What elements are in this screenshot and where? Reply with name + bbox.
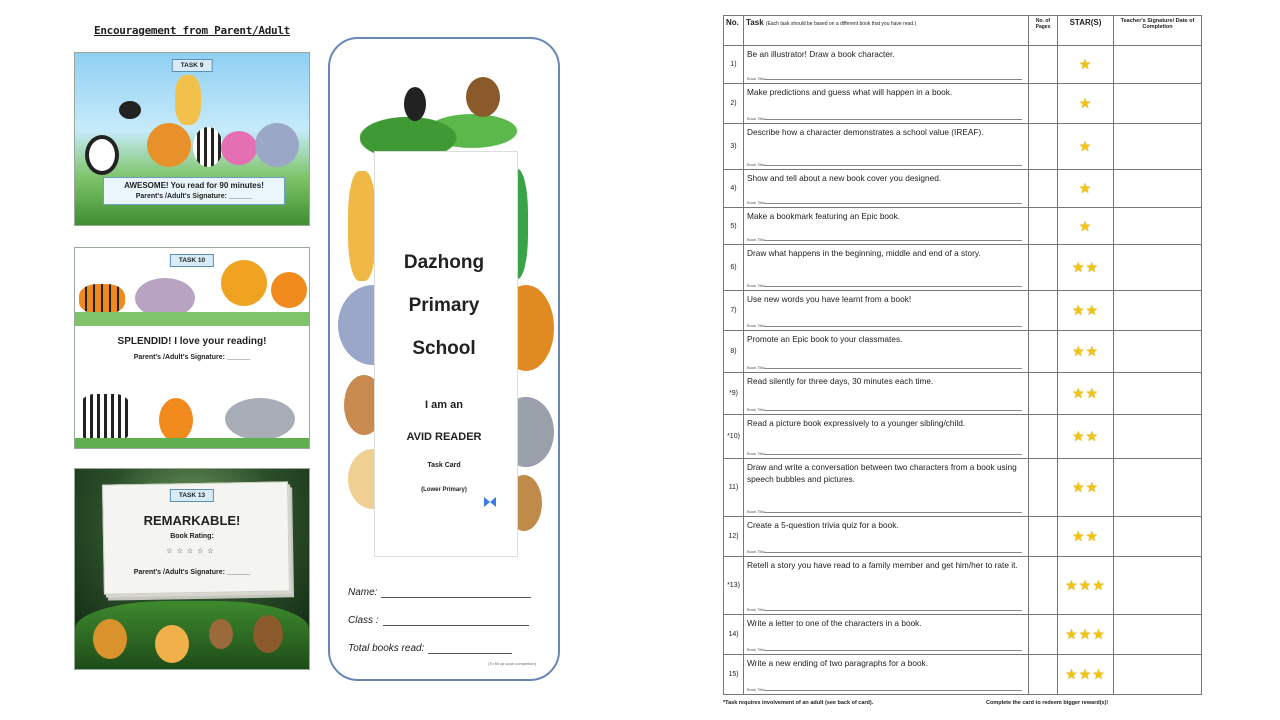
header-pages: No. of Pages bbox=[1029, 16, 1058, 46]
task-description: Draw and write a conversation between two characters from a book using speech bubbles and pictures. bbox=[747, 462, 1017, 484]
task-13-title: REMARKABLE! bbox=[143, 513, 241, 528]
book-title-label: Book Title: bbox=[747, 647, 766, 652]
table-row bbox=[724, 291, 1202, 331]
toucan-illustration bbox=[119, 101, 141, 119]
task-description: Describe how a character demonstrates a school value (IREAF). bbox=[747, 127, 984, 137]
star-icon: ★★ bbox=[1058, 245, 1114, 291]
teacher-signature-cell[interactable] bbox=[1114, 415, 1202, 459]
header-task bbox=[744, 16, 1029, 46]
teacher-signature-cell[interactable] bbox=[1114, 655, 1202, 695]
task-cell bbox=[744, 245, 1029, 291]
task-description: Be an illustrator! Draw a book character. bbox=[747, 49, 895, 59]
book-title-line[interactable] bbox=[764, 119, 1022, 120]
teacher-signature-cell[interactable] bbox=[1114, 46, 1202, 84]
star-icon: ★★ bbox=[1058, 331, 1114, 373]
book-title-label: Book Title: bbox=[747, 283, 766, 288]
task-description: Show and tell about a new book cover you designed. bbox=[747, 173, 942, 183]
task-cell bbox=[744, 415, 1029, 459]
footnote-adult: *Task requires involvement of an adult (see back of card). bbox=[723, 700, 874, 706]
table-row bbox=[724, 415, 1202, 459]
total-books-line bbox=[428, 653, 512, 654]
book-title-line[interactable] bbox=[764, 286, 1022, 287]
book-title-label: Book Title: bbox=[747, 607, 766, 612]
task-10-signature-line: Parent's /Adult's Signature: ______ bbox=[133, 354, 251, 361]
star-icon: ★ bbox=[1058, 124, 1114, 170]
book-title-line[interactable] bbox=[764, 203, 1022, 204]
pages-cell[interactable] bbox=[1029, 459, 1058, 517]
pages-cell[interactable] bbox=[1029, 415, 1058, 459]
school-name-line-2: Primary bbox=[408, 295, 480, 316]
school-name-line-1: Dazhong bbox=[403, 252, 485, 273]
task-cell bbox=[744, 291, 1029, 331]
task-description: Make a bookmark featuring an Epic book. bbox=[747, 211, 901, 221]
task-number: 6) bbox=[724, 245, 744, 291]
book-title-line[interactable] bbox=[764, 165, 1022, 166]
total-books-field[interactable] bbox=[348, 643, 512, 654]
pages-cell[interactable] bbox=[1029, 170, 1058, 208]
elephant-illustration-2 bbox=[225, 398, 295, 440]
task-9-message: AWESOME! You read for 90 minutes! bbox=[124, 181, 264, 190]
reading-monkey-illustration bbox=[253, 615, 283, 653]
star-icon: ★ bbox=[1058, 84, 1114, 124]
book-title-line[interactable] bbox=[764, 512, 1022, 513]
task-cell bbox=[744, 124, 1029, 170]
pages-cell[interactable] bbox=[1029, 373, 1058, 415]
table-row bbox=[724, 557, 1202, 615]
teacher-signature-cell[interactable] bbox=[1114, 291, 1202, 331]
table-row bbox=[724, 331, 1202, 373]
level-label: (Lower Primary) bbox=[421, 487, 467, 493]
task-9-tag: TASK 9 bbox=[172, 59, 213, 72]
table-row bbox=[724, 124, 1202, 170]
task-number: *9) bbox=[724, 373, 744, 415]
task-13-signature-line: Parent's /Adult's Signature: ______ bbox=[133, 569, 251, 576]
task-10-message: SPLENDID! I love your reading! bbox=[117, 336, 267, 347]
grass-strip bbox=[75, 312, 309, 326]
task-10-tag: TASK 10 bbox=[170, 254, 214, 267]
task-cell bbox=[744, 373, 1029, 415]
teacher-signature-cell[interactable] bbox=[1114, 373, 1202, 415]
task-number: 7) bbox=[724, 291, 744, 331]
name-line bbox=[381, 597, 531, 598]
reading-owl-illustration bbox=[209, 619, 233, 649]
table-row bbox=[724, 170, 1202, 208]
reading-lion-illustration bbox=[93, 619, 127, 659]
task-number: *10) bbox=[724, 415, 744, 459]
book-title-line[interactable] bbox=[764, 410, 1022, 411]
name-field[interactable] bbox=[348, 587, 531, 598]
task-table-body bbox=[724, 46, 1202, 695]
task-number: 1) bbox=[724, 46, 744, 84]
teacher-signature-cell[interactable] bbox=[1114, 557, 1202, 615]
task-number: *13) bbox=[724, 557, 744, 615]
teacher-signature-cell[interactable] bbox=[1114, 517, 1202, 557]
teacher-signature-cell[interactable] bbox=[1114, 459, 1202, 517]
table-row bbox=[724, 615, 1202, 655]
teacher-signature-cell[interactable] bbox=[1114, 84, 1202, 124]
giraffe-illustration bbox=[175, 75, 201, 125]
footnote-reward: Complete the card to redeem bigger reward(s)! bbox=[986, 700, 1109, 706]
task-cell bbox=[744, 208, 1029, 245]
task-10-card bbox=[74, 247, 310, 449]
book-title-label: Book Title: bbox=[747, 365, 766, 370]
grass-strip-bottom bbox=[75, 438, 309, 449]
pages-cell[interactable] bbox=[1029, 517, 1058, 557]
book-title-label: Book Title: bbox=[747, 451, 766, 456]
pages-cell[interactable] bbox=[1029, 124, 1058, 170]
book-title-label: Book Title: bbox=[747, 76, 766, 81]
book-title-line[interactable] bbox=[764, 650, 1022, 651]
lion-illustration bbox=[147, 123, 191, 167]
task-cell bbox=[744, 46, 1029, 84]
book-title-label: Book Title: bbox=[747, 237, 766, 242]
task-description: Retell a story you have read to a family member and get him/her to rate it. bbox=[747, 560, 1018, 570]
star-icon: ★ bbox=[1058, 46, 1114, 84]
pages-cell[interactable] bbox=[1029, 46, 1058, 84]
elephant-illustration bbox=[255, 123, 299, 167]
task-number: 5) bbox=[724, 208, 744, 245]
header-task-note: (Each task should be based on a different book that you have read.) bbox=[765, 21, 917, 27]
book-title-line[interactable] bbox=[764, 368, 1022, 369]
book-title-line[interactable] bbox=[764, 240, 1022, 241]
name-label: Name: bbox=[348, 587, 378, 598]
total-books-label: Total books read: bbox=[348, 643, 425, 654]
task-cell bbox=[744, 557, 1029, 615]
task-cell bbox=[744, 655, 1029, 695]
teacher-signature-cell[interactable] bbox=[1114, 170, 1202, 208]
class-field[interactable] bbox=[348, 615, 529, 626]
task-number: 3) bbox=[724, 124, 744, 170]
task-9-card bbox=[74, 52, 310, 226]
tiger-cub-illustration bbox=[159, 398, 193, 442]
task-description: Write a letter to one of the characters in a book. bbox=[747, 618, 922, 628]
table-header-row bbox=[724, 16, 1202, 46]
teacher-signature-cell[interactable] bbox=[1114, 331, 1202, 373]
book-title-label: Book Title: bbox=[747, 687, 766, 692]
task-cell bbox=[744, 84, 1029, 124]
toucan-icon bbox=[404, 87, 426, 121]
school-name bbox=[330, 241, 558, 370]
task-number: 15) bbox=[724, 655, 744, 695]
task-description: Make predictions and guess what will happen in a book. bbox=[747, 87, 953, 97]
book-title-line[interactable] bbox=[764, 326, 1022, 327]
book-title-line[interactable] bbox=[764, 454, 1022, 455]
task-description: Use new words you have learnt from a book! bbox=[747, 294, 912, 304]
task-number: 12) bbox=[724, 517, 744, 557]
star-icon: ★★★ bbox=[1058, 557, 1114, 615]
class-line bbox=[383, 625, 529, 626]
star-icon: ★ bbox=[1058, 208, 1114, 245]
book-title-label: Book Title: bbox=[747, 323, 766, 328]
task-description: Read silently for three days, 30 minutes each time. bbox=[747, 376, 934, 386]
task-9-signature-line: Parent's /Adult's Signature: ______ bbox=[135, 193, 253, 200]
star-icon: ★ bbox=[1058, 170, 1114, 208]
task-cell bbox=[744, 615, 1029, 655]
task-cell bbox=[744, 331, 1029, 373]
pages-cell[interactable] bbox=[1029, 655, 1058, 695]
book-title-label: Book Title: bbox=[747, 200, 766, 205]
book-title-line[interactable] bbox=[764, 79, 1022, 80]
task-table bbox=[723, 15, 1202, 695]
header-no: No. bbox=[724, 16, 744, 46]
book-title-line[interactable] bbox=[764, 610, 1022, 611]
book-title-line[interactable] bbox=[764, 690, 1022, 691]
header-task-label: Task bbox=[746, 18, 764, 27]
star-icon: ★★ bbox=[1058, 517, 1114, 557]
book-title-label: Book Title: bbox=[747, 509, 766, 514]
teacher-signature-cell[interactable] bbox=[1114, 615, 1202, 655]
star-icon: ★★ bbox=[1058, 459, 1114, 517]
table-row bbox=[724, 459, 1202, 517]
task-description: Read a picture book expressively to a younger sibling/child. bbox=[747, 418, 966, 428]
task-description: Write a new ending of two paragraphs for a book. bbox=[747, 658, 929, 668]
book-title-label: Book Title: bbox=[747, 116, 766, 121]
pages-cell[interactable] bbox=[1029, 245, 1058, 291]
task-number: 11) bbox=[724, 459, 744, 517]
tiger-illustration-2 bbox=[271, 272, 307, 308]
task-card-label: Task Card bbox=[427, 462, 461, 469]
star-icon: ★★★ bbox=[1058, 615, 1114, 655]
task-description: Create a 5-question trivia quiz for a book. bbox=[747, 520, 899, 530]
header-teacher-signature: Teacher's Signature/ Date of Completion bbox=[1114, 16, 1202, 46]
star-icon: ★★ bbox=[1058, 373, 1114, 415]
tiger-illustration bbox=[79, 284, 125, 314]
book-title-label: Book Title: bbox=[747, 407, 766, 412]
pages-cell[interactable] bbox=[1029, 84, 1058, 124]
table-row bbox=[724, 245, 1202, 291]
book-title-line[interactable] bbox=[764, 552, 1022, 553]
task-cell bbox=[744, 170, 1029, 208]
monkey-illustration bbox=[466, 77, 500, 117]
pages-cell[interactable] bbox=[1029, 557, 1058, 615]
table-row bbox=[724, 517, 1202, 557]
task-9-message-box bbox=[103, 177, 285, 205]
task-cell bbox=[744, 459, 1029, 517]
task-number: 14) bbox=[724, 615, 744, 655]
task-number: 4) bbox=[724, 170, 744, 208]
bookmark bbox=[328, 37, 560, 681]
rating-stars-icon: ☆☆☆☆☆ bbox=[166, 548, 218, 555]
task-cell bbox=[744, 517, 1029, 557]
table-row bbox=[724, 373, 1202, 415]
star-icon: ★★ bbox=[1058, 415, 1114, 459]
bookmark-note: (To fill up upon completion) bbox=[488, 661, 536, 666]
table-row bbox=[724, 84, 1202, 124]
teacher-signature-cell[interactable] bbox=[1114, 124, 1202, 170]
task-number: 2) bbox=[724, 84, 744, 124]
star-icon: ★★★ bbox=[1058, 655, 1114, 695]
pages-cell[interactable] bbox=[1029, 331, 1058, 373]
star-icon: ★★ bbox=[1058, 291, 1114, 331]
teacher-signature-cell[interactable] bbox=[1114, 208, 1202, 245]
task-description: Promote an Epic book to your classmates. bbox=[747, 334, 903, 344]
header-stars: STAR(S) bbox=[1058, 16, 1114, 46]
class-label: Class : bbox=[348, 615, 379, 626]
hippo-illustration bbox=[221, 131, 257, 165]
pages-cell[interactable] bbox=[1029, 615, 1058, 655]
zebra-illustration-2 bbox=[79, 394, 131, 442]
teacher-signature-cell[interactable] bbox=[1114, 245, 1202, 291]
book-title-label: Book Title: bbox=[747, 549, 766, 554]
encouragement-title: Encouragement from Parent/Adult bbox=[94, 24, 290, 37]
task-number: 8) bbox=[724, 331, 744, 373]
task-description: Draw what happens in the beginning, middle and end of a story. bbox=[747, 248, 981, 258]
table-row bbox=[724, 46, 1202, 84]
reading-bear-illustration bbox=[155, 625, 189, 663]
panda-illustration bbox=[85, 135, 119, 175]
pages-cell[interactable] bbox=[1029, 291, 1058, 331]
task-13-tag: TASK 13 bbox=[170, 489, 214, 502]
school-name-line-3: School bbox=[412, 338, 476, 359]
i-am-an-label: I am an bbox=[425, 399, 463, 411]
table-row bbox=[724, 208, 1202, 245]
avid-reader-label: AVID READER bbox=[406, 431, 482, 443]
zebra-illustration bbox=[193, 127, 223, 167]
table-row bbox=[724, 655, 1202, 695]
pages-cell[interactable] bbox=[1029, 208, 1058, 245]
task-13-card bbox=[74, 468, 310, 670]
book-rating-label: Book Rating: bbox=[170, 533, 214, 540]
book-title-label: Book Title: bbox=[747, 162, 766, 167]
lion-illustration-2 bbox=[221, 260, 267, 306]
